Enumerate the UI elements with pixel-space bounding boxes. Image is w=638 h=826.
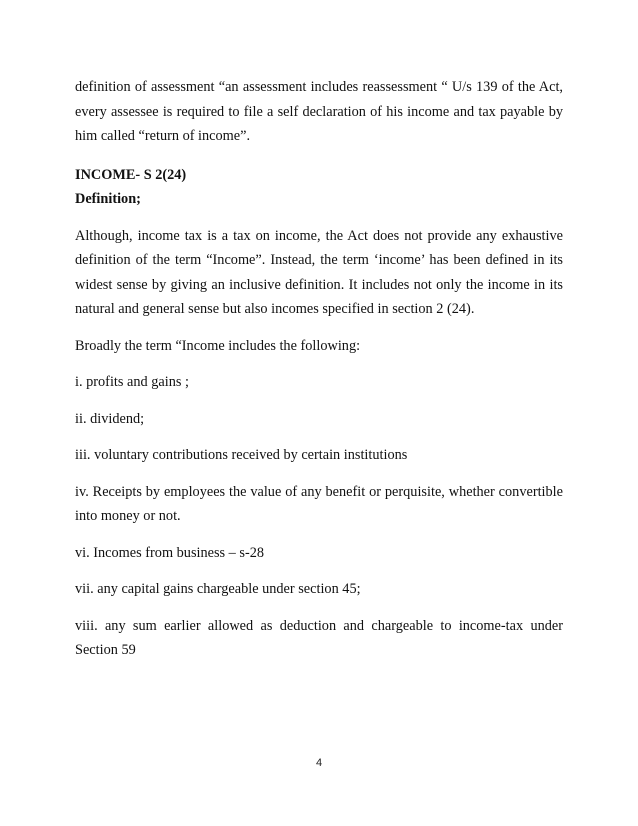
list-item: ii. dividend; [75, 410, 145, 427]
list-item: iii. voluntary contributions received by certain institutions [75, 447, 408, 463]
page-number: 4 [315, 757, 323, 769]
list-item: i. profits and gains ; [75, 374, 189, 390]
list-item: viii. any sum earlier allowed as deduction and chargeable to income-tax under Section 59 [75, 617, 563, 658]
list-item: vii. any capital gains chargeable under section 45; [75, 581, 361, 597]
list-item: vi. Incomes from business – s-28 [75, 544, 265, 561]
list-intro: Broadly the term “Income includes the following: [75, 337, 361, 354]
section-heading: INCOME- S 2(24) [75, 166, 187, 183]
definition-paragraph: Although, income tax is a tax on income, the Act does not provide any exhaustive definition of the term “Income”. Instead, the term ‘income’ has been defined in its widest sense by giving an inclusive definition. It includes not only the income in its natural and general sense but also incomes specified in section 2 (24). [75, 227, 563, 317]
list-item: iv. Receipts by employees the value of any benefit or perquisite, whether convertible into money or not. [75, 483, 563, 524]
page-content [75, 75, 563, 663]
definition-subheading: Definition; [75, 190, 141, 207]
intro-paragraph: definition of assessment “an assessment includes reassessment “ U/s 139 of the Act, every assessee is required to file a self declaration of his income and tax payable by him called “return of income”. [75, 79, 563, 144]
